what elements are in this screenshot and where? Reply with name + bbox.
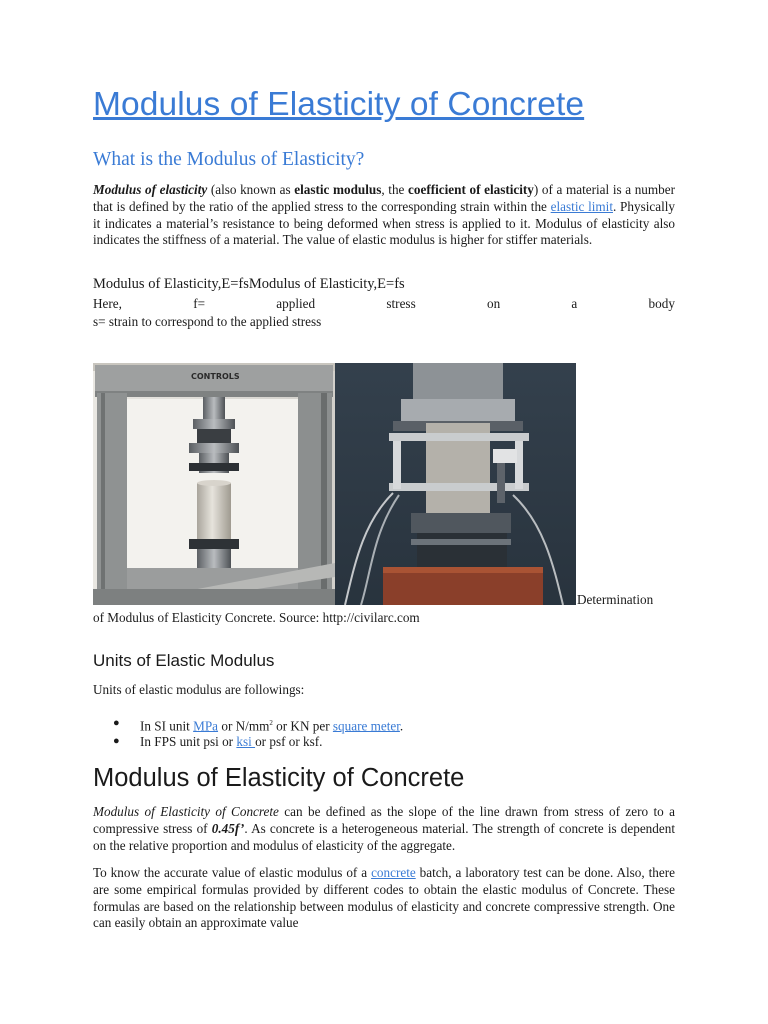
para-text: can be defined as the slope of the line drawn from stress of zero to a compressive stress of xyxy=(93,804,675,836)
strain-definition: s= strain to correspond to the applied stress xyxy=(93,314,322,329)
intro-bold-elastic-modulus: elastic modulus xyxy=(294,182,382,197)
list-text: or psf or ksf. xyxy=(255,734,323,749)
formula-line: Modulus of Elasticity,E=fsModulus of Elasticity,E=fs xyxy=(93,276,405,292)
ksi-link[interactable]: ksi xyxy=(236,734,256,749)
para-text: batch, a laboratory test can be done. Also, there are some empirical formulas provided by different codes to obtain the elastic modulus of Concrete. These formulas are based on the relationship between modulus of elasticity and concrete compressive strength. One can easily obtain an approximate value xyxy=(93,865,675,931)
section-heading: Modulus of Elasticity of Concrete xyxy=(93,764,465,792)
stress-value: 0.45f’ xyxy=(211,820,245,836)
square-meter-link[interactable]: square meter xyxy=(332,718,400,734)
list-text: or KN per xyxy=(272,718,333,734)
term-italic: Modulus of Elasticity of Concrete xyxy=(93,804,279,819)
para-text: To know the accurate value of elastic modulus of a xyxy=(93,865,372,880)
intro-text: ) of a material is a number that is defined by the ratio of the applied stress to the corresponding strain within the xyxy=(93,182,675,214)
intro-bold-coefficient: coefficient of elasticity xyxy=(408,182,534,197)
figure-caption-start: Determination xyxy=(577,592,654,607)
test-apparatus-photo xyxy=(93,363,576,605)
here-word: stress xyxy=(386,296,416,311)
intro-text: (also known as xyxy=(207,182,295,197)
left-photo xyxy=(93,363,335,605)
list-item xyxy=(113,733,403,751)
list-text: . xyxy=(399,718,404,734)
intro-text: . Physically it indicates a material’s resistance to being deformed when stress is applied to it. Modulus of elasticity also indicates the stiffness of a material. The value of elastic modulus is higher for stiffer materials. xyxy=(93,198,675,248)
here-word: on xyxy=(486,296,501,311)
section-paragraph-1 xyxy=(93,804,675,854)
here-word: body xyxy=(648,296,675,311)
page-title: Modulus of Elasticity of Concrete xyxy=(93,86,585,123)
here-word: applied xyxy=(276,296,316,311)
section-subtitle: What is the Modulus of Elasticity? xyxy=(93,149,365,170)
list-text: or N/mm xyxy=(218,718,270,734)
bullet-icon: ● xyxy=(113,717,120,729)
elastic-limit-link[interactable]: elastic limit xyxy=(550,198,613,214)
figure-caption: of Modulus of Elasticity Concrete. Source: http://civilarc.com xyxy=(93,610,420,625)
list-text: In SI unit xyxy=(140,718,194,734)
right-photo xyxy=(335,363,576,605)
here-word: f= xyxy=(193,296,206,311)
here-word: a xyxy=(571,296,578,311)
intro-text: , the xyxy=(381,182,409,197)
list-item xyxy=(113,715,403,733)
list-text: In FPS unit psi or xyxy=(140,734,237,749)
superscript: 2 xyxy=(269,719,273,727)
concrete-link[interactable]: concrete xyxy=(371,865,416,880)
intro-paragraph xyxy=(93,182,675,249)
controls-logo: CONTROLS xyxy=(191,372,240,381)
mpa-link[interactable]: MPa xyxy=(193,718,219,734)
units-intro: Units of elastic modulus are followings: xyxy=(93,682,305,697)
here-word: Here, xyxy=(93,296,122,311)
units-list xyxy=(113,715,403,751)
bullet-icon: ● xyxy=(113,735,120,747)
intro-term: Modulus of elasticity xyxy=(93,182,208,197)
here-line xyxy=(93,296,675,312)
units-heading: Units of Elastic Modulus xyxy=(93,651,275,670)
section-paragraph-2 xyxy=(93,865,675,932)
para-text: . As concrete is a heterogeneous material. The strength of concrete is dependent on the relative proportion and modulus of elasticity of the aggregate. xyxy=(93,820,675,853)
